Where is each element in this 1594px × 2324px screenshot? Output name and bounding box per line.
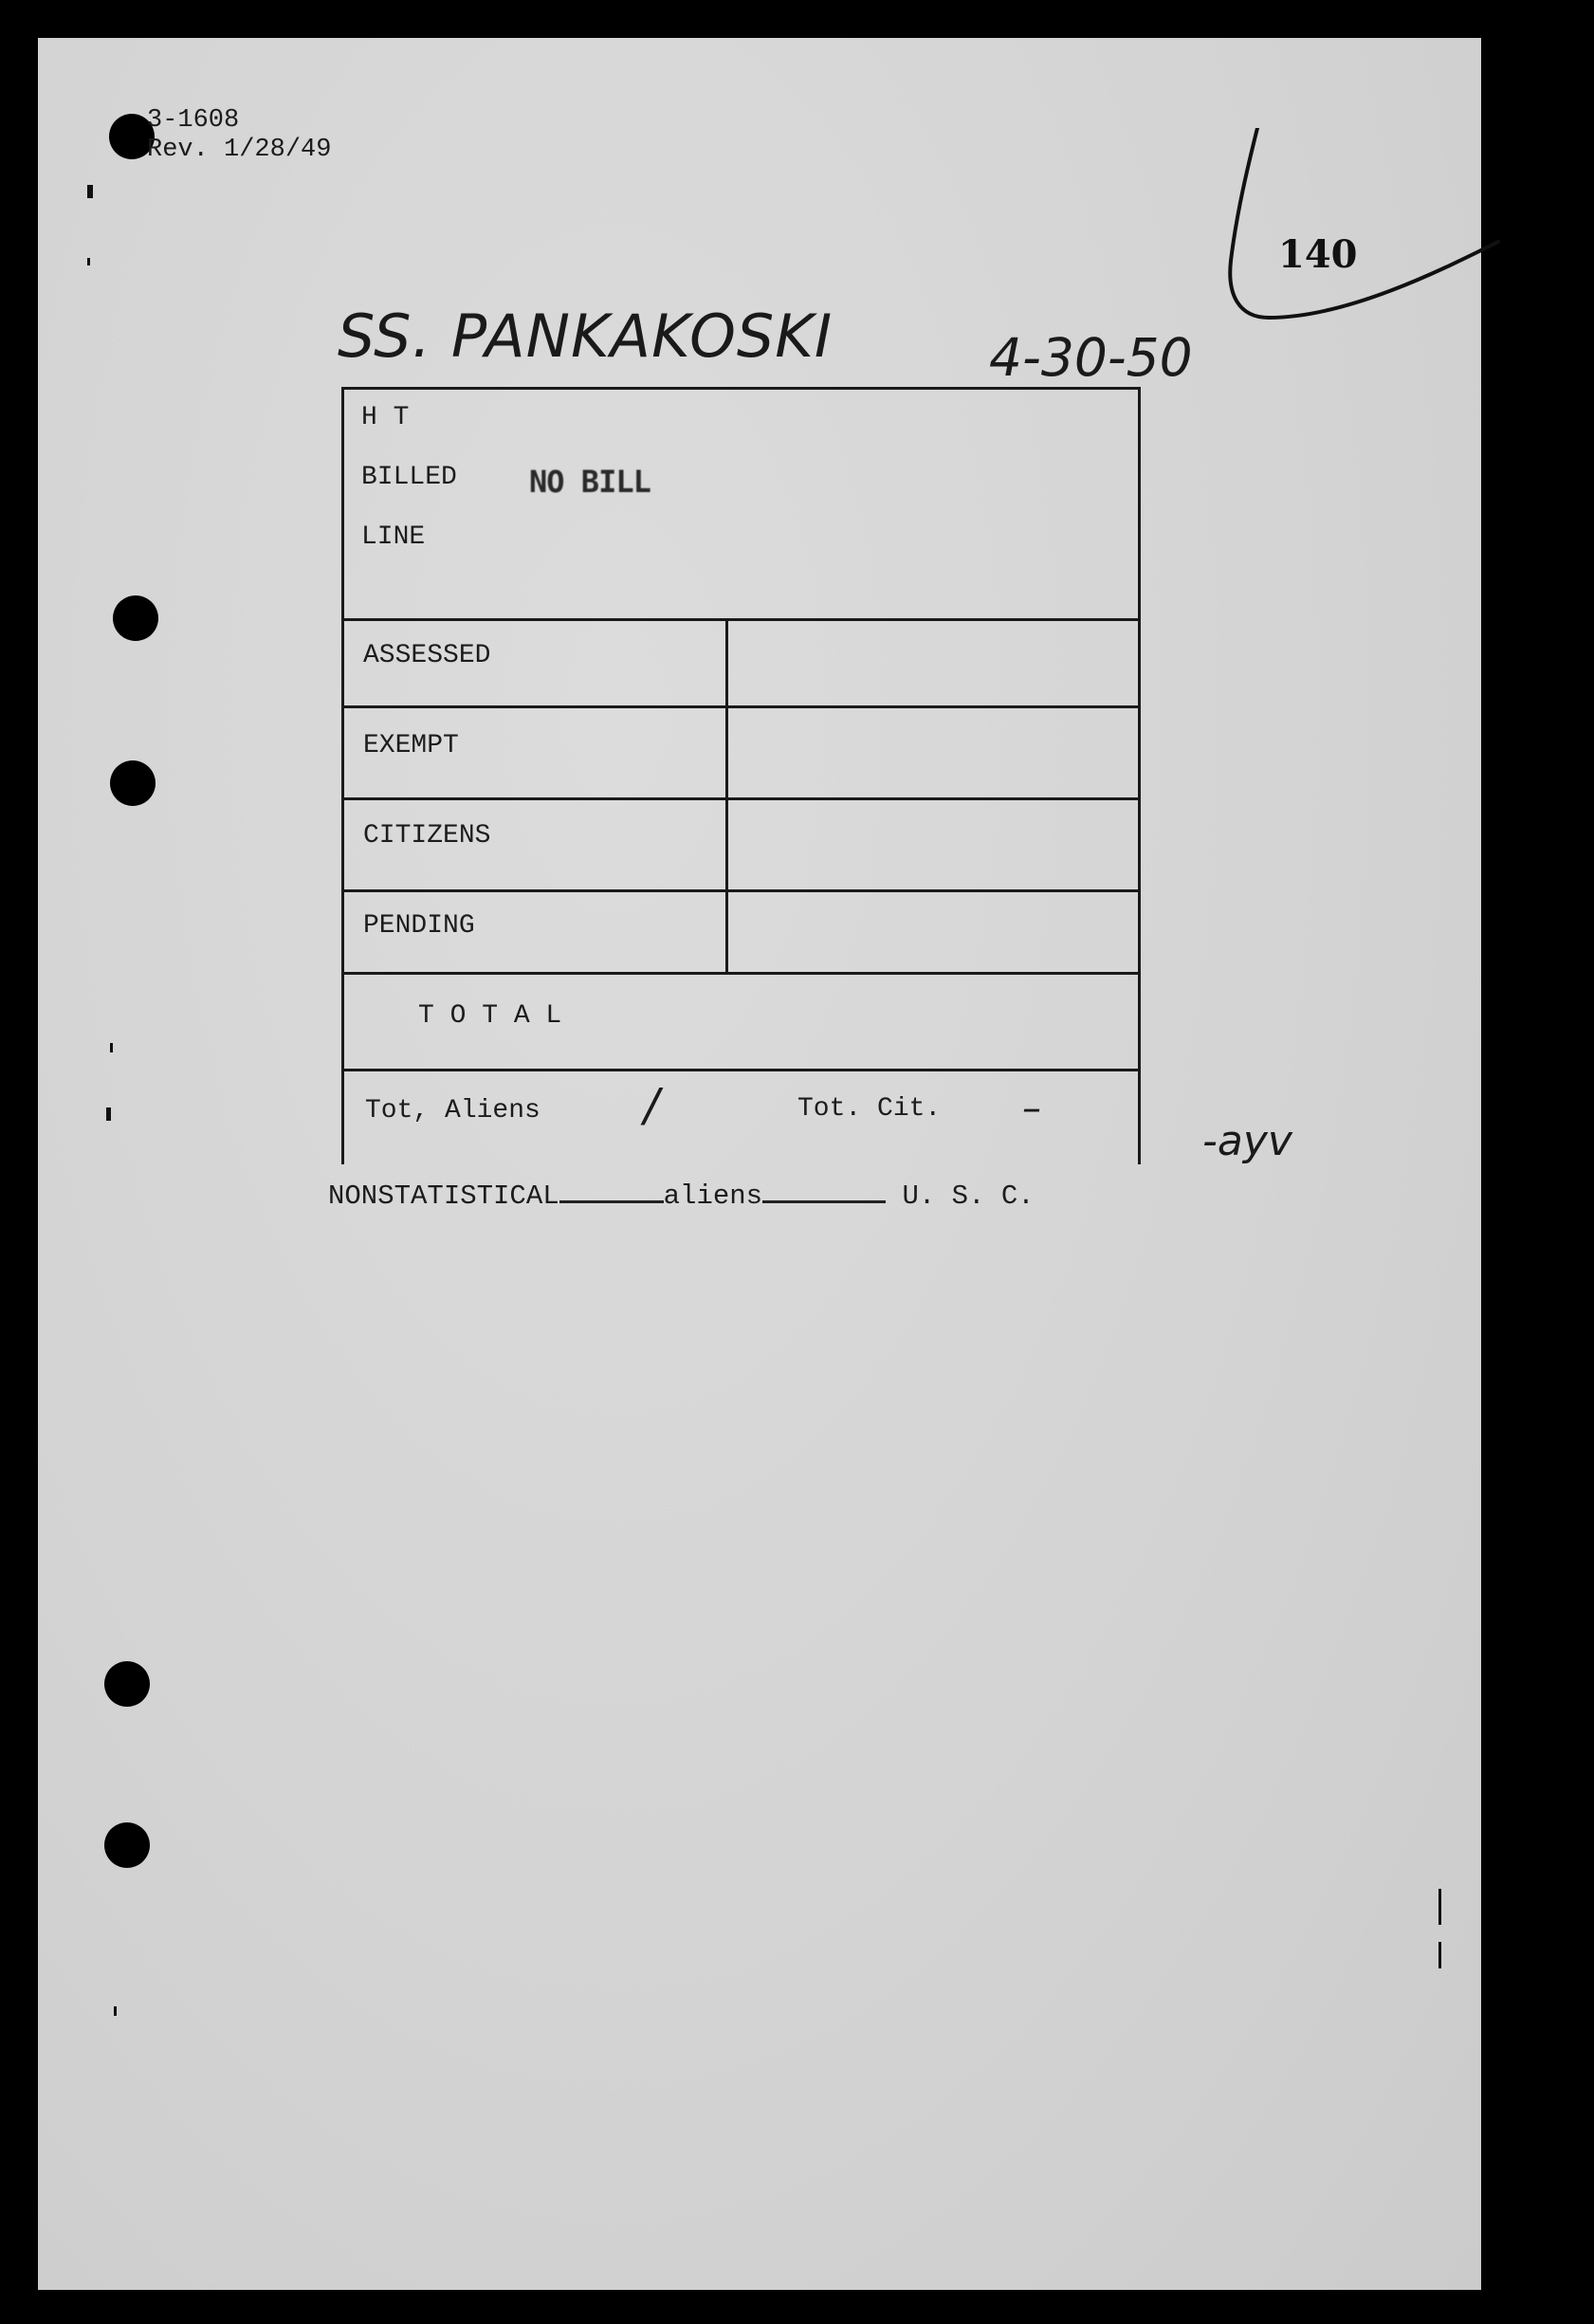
speck xyxy=(106,1107,111,1121)
speck xyxy=(87,185,93,198)
form-number: 3-1608 xyxy=(147,106,240,135)
ht-label: H T xyxy=(361,403,410,432)
form-revision: Rev. 1/28/49 xyxy=(147,136,332,164)
ship-name: SS. PANKAKOSKI xyxy=(338,302,834,371)
manifest-form xyxy=(341,387,1141,1164)
form-number-block xyxy=(147,106,331,165)
punch-hole-2 xyxy=(113,595,158,641)
row-divider xyxy=(344,705,1138,708)
citizens-label: CITIZENS xyxy=(363,821,491,851)
aliens-blank xyxy=(762,1200,886,1203)
usc-label: U. S. C. xyxy=(902,1180,1035,1212)
tot-cit-label: Tot. Cit. xyxy=(797,1094,942,1124)
pending-label: PENDING xyxy=(363,911,475,941)
no-bill-stamp: NO BILL xyxy=(529,464,650,500)
punch-hole-4 xyxy=(104,1661,150,1707)
row-divider xyxy=(344,1069,1138,1071)
row-divider xyxy=(344,889,1138,892)
tot-cit-value: – xyxy=(1022,1087,1041,1130)
arrival-date: 4-30-50 xyxy=(989,327,1193,388)
billed-label: BILLED xyxy=(361,463,457,492)
line-label: LINE xyxy=(361,522,426,552)
row-divider xyxy=(344,797,1138,800)
reviewer-initials: -ayv xyxy=(1202,1117,1292,1165)
total-label: T O T A L xyxy=(418,1001,562,1031)
nonstatistical-line xyxy=(328,1180,1035,1212)
row-divider xyxy=(344,618,1138,621)
column-divider xyxy=(725,621,728,972)
speck xyxy=(1438,1942,1441,1968)
punch-hole-3 xyxy=(110,760,156,806)
speck xyxy=(114,2006,117,2016)
page-number: 140 xyxy=(1278,232,1358,277)
speck xyxy=(1438,1889,1441,1925)
aliens-label: aliens xyxy=(663,1180,763,1212)
nonstatistical-blank xyxy=(559,1200,664,1203)
speck xyxy=(87,258,90,265)
nonstatistical-label: NONSTATISTICAL xyxy=(328,1180,559,1212)
handwritten-bracket-stroke xyxy=(1157,128,1536,375)
punch-hole-5 xyxy=(104,1822,150,1868)
tot-aliens-label: Tot, Aliens xyxy=(365,1096,540,1125)
exempt-label: EXEMPT xyxy=(363,731,459,760)
speck xyxy=(110,1043,113,1052)
document-page xyxy=(38,38,1481,2290)
assessed-label: ASSESSED xyxy=(363,641,491,670)
tot-aliens-value: / xyxy=(644,1079,660,1132)
row-divider xyxy=(344,972,1138,975)
